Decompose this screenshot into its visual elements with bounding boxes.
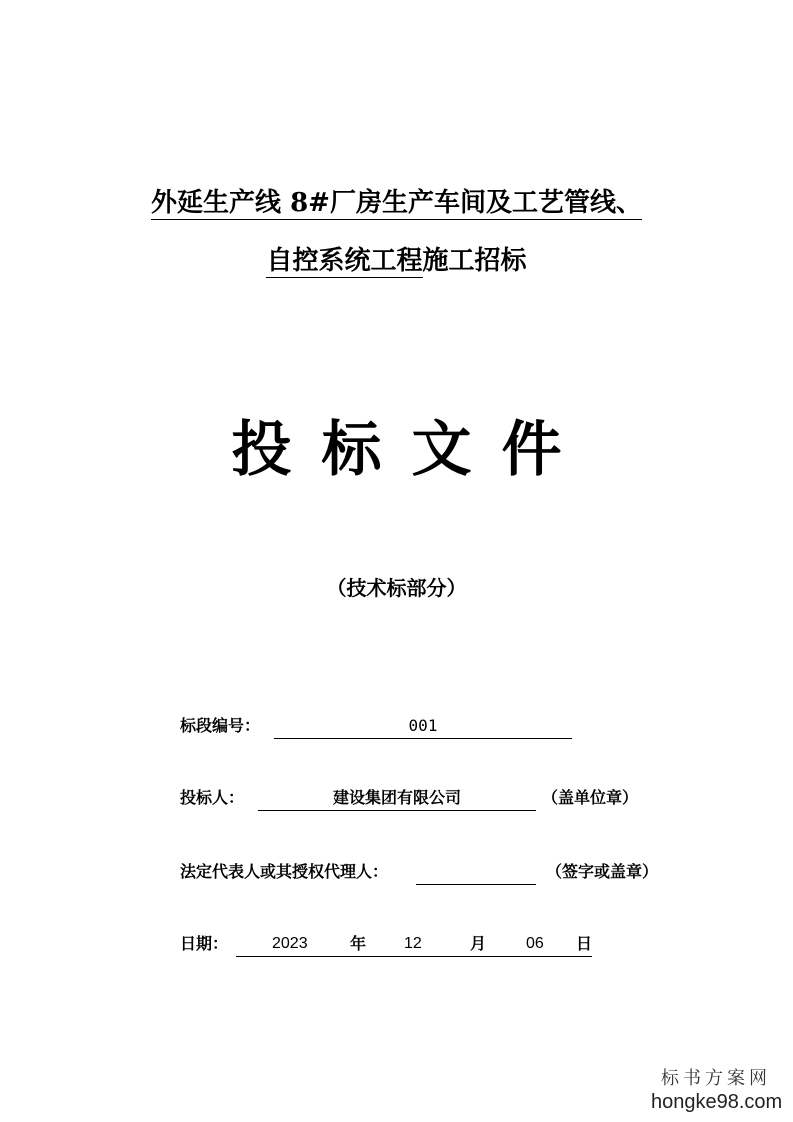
- section-number-label: 标段编号：: [180, 716, 261, 735]
- date-day-unit: 日: [576, 934, 593, 953]
- bidder-seal-note: （盖单位章）: [542, 788, 639, 807]
- title-line-1-text: 外延生产线 8#厂房生产车间及工艺管线、: [151, 188, 642, 218]
- title-line-2-rest-text: 施工招标: [422, 246, 527, 276]
- legal-representative-label: 法定代表人或其授权代理人：: [180, 862, 389, 881]
- title-line-2-underlined-text: 自控系统工程: [266, 246, 423, 276]
- date-day: 06: [526, 935, 544, 952]
- watermark-url: hongke98.com: [651, 1091, 783, 1113]
- document-type-heading: 投标文件: [231, 415, 592, 485]
- document-subtitle: （技术标部分）: [326, 576, 467, 600]
- date-year: 2023: [272, 935, 308, 952]
- legal-representative-sign-note: （签字或盖章）: [546, 862, 659, 881]
- bidder-label: 投标人：: [180, 788, 245, 807]
- date-month: 12: [404, 935, 422, 952]
- section-number-value: 001: [274, 714, 572, 739]
- watermark-site-name: 标书方案网: [661, 1068, 771, 1089]
- document-title-line-2: [0, 244, 793, 278]
- date-year-unit: 年: [350, 934, 367, 953]
- date-value-line: [236, 932, 592, 957]
- document-title-line-1: [0, 186, 793, 220]
- legal-representative-blank: [416, 860, 536, 885]
- site-watermark: [651, 1068, 781, 1114]
- bidder-value: 建设集团有限公司: [258, 786, 536, 811]
- date-label: 日期：: [180, 934, 229, 953]
- date-month-unit: 月: [470, 934, 487, 953]
